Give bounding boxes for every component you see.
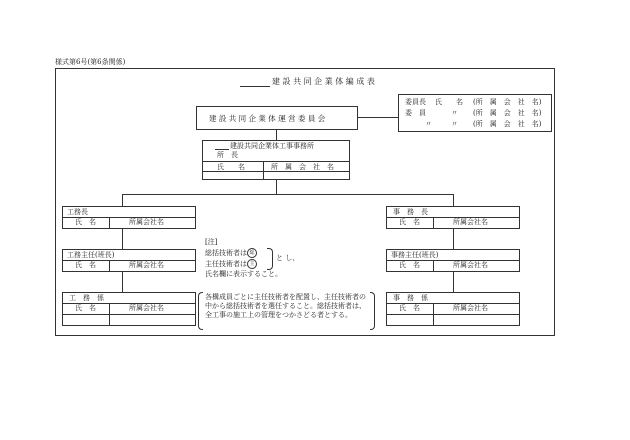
office-tree-connector: [276, 180, 277, 194]
page-title: 建 設 共 同 企 業 体 編 成 表: [272, 77, 375, 86]
member-role: 委員長: [405, 98, 426, 106]
chief-engineer-mark-icon: 主: [247, 259, 257, 269]
position-col-divider: [109, 260, 110, 271]
member-company: (所 属 会 社 名): [473, 98, 542, 106]
office-col-divider: [263, 161, 264, 179]
note-text: 主任技術者は: [205, 260, 247, 268]
office-box: [202, 140, 350, 180]
position-name: 氏 名: [399, 304, 420, 312]
position-name: 氏 名: [75, 261, 96, 269]
position-company: 所属会社名: [129, 304, 164, 312]
position-name: 氏 名: [399, 218, 420, 226]
position-title: 事 務 長: [393, 208, 428, 216]
left-chain: [122, 272, 123, 292]
right-position-box: [386, 292, 520, 326]
footnote-bracket-left: [198, 292, 203, 330]
right-position-box: [386, 206, 520, 229]
position-divider: [387, 314, 519, 315]
note-text: 総括技術者は: [205, 249, 247, 257]
position-company: 所属会社名: [453, 261, 488, 269]
right-position-box: [386, 249, 520, 272]
note-label: [注]: [205, 238, 218, 246]
committee-connector: [358, 117, 398, 118]
position-name: 氏 名: [75, 304, 96, 312]
office-name-header: 氏 名: [217, 163, 245, 171]
position-company: 所属会社名: [129, 218, 164, 226]
tree-right-drop: [453, 194, 454, 206]
committee-box: [196, 106, 358, 130]
position-divider: [63, 314, 195, 315]
left-position-box: [62, 206, 196, 229]
office-row-divider: [203, 161, 349, 162]
left-position-box: [62, 292, 196, 326]
office-role: 所 長: [217, 151, 238, 159]
position-name: 氏 名: [75, 218, 96, 226]
left-position-box: [62, 249, 196, 272]
title-underline: [240, 86, 270, 87]
member-name: 〃: [451, 120, 458, 128]
position-title: 事 務 係: [393, 294, 428, 302]
right-chain: [453, 229, 454, 249]
position-col-divider: [433, 303, 434, 325]
position-company: 所属会社名: [453, 304, 488, 312]
position-title: 工務主任(班長): [67, 251, 115, 259]
note-line: [205, 248, 257, 258]
position-col-divider: [433, 260, 434, 271]
position-title: 事務主任(班長): [391, 251, 439, 259]
form-label: 様式第6号(第6条関係): [55, 58, 126, 66]
member-name: 〃: [451, 109, 458, 117]
note-text: 氏名欄に表示すること。: [205, 270, 282, 278]
tree-left-drop: [122, 194, 123, 206]
member-name: 氏 名: [435, 98, 463, 106]
position-title: 工務長: [67, 208, 88, 216]
office-row-divider: [203, 171, 349, 172]
position-name: 氏 名: [399, 261, 420, 269]
position-col-divider: [109, 303, 110, 325]
total-engineer-mark-icon: 総: [247, 248, 257, 258]
member-company: (所 属 会 社 名): [473, 120, 542, 128]
note-line: [205, 259, 257, 269]
note-side-text: と し、: [276, 254, 300, 262]
footnote-text: 各構成員ごとに主任技術者を配置し、主任技術者の中から総括技術者を選任すること。総括技術者は、全工事の施工上の管理をつかさどる者とする。: [205, 293, 366, 319]
committee-label: 建 設 共 同 企 業 体 運 営 委 員 会: [209, 114, 326, 123]
member-role: 委 員: [405, 109, 426, 117]
office-underline: [215, 149, 229, 150]
position-company: 所属会社名: [453, 218, 488, 226]
left-chain: [122, 229, 123, 249]
committee-office-connector: [276, 130, 277, 140]
right-chain: [453, 272, 454, 292]
member-role: 〃: [425, 120, 432, 128]
committee-members-box: [398, 94, 552, 132]
office-title: 建設共同企業体工事事務所: [230, 142, 314, 150]
member-company: (所 属 会 社 名): [473, 109, 542, 117]
office-company-header: 所 属 会 社 名: [271, 163, 334, 171]
position-col-divider: [433, 217, 434, 228]
note-bracket: [267, 248, 273, 270]
position-company: 所属会社名: [129, 261, 164, 269]
tree-horizontal: [122, 194, 453, 195]
position-title: 工 務 係: [69, 294, 104, 302]
position-col-divider: [109, 217, 110, 228]
